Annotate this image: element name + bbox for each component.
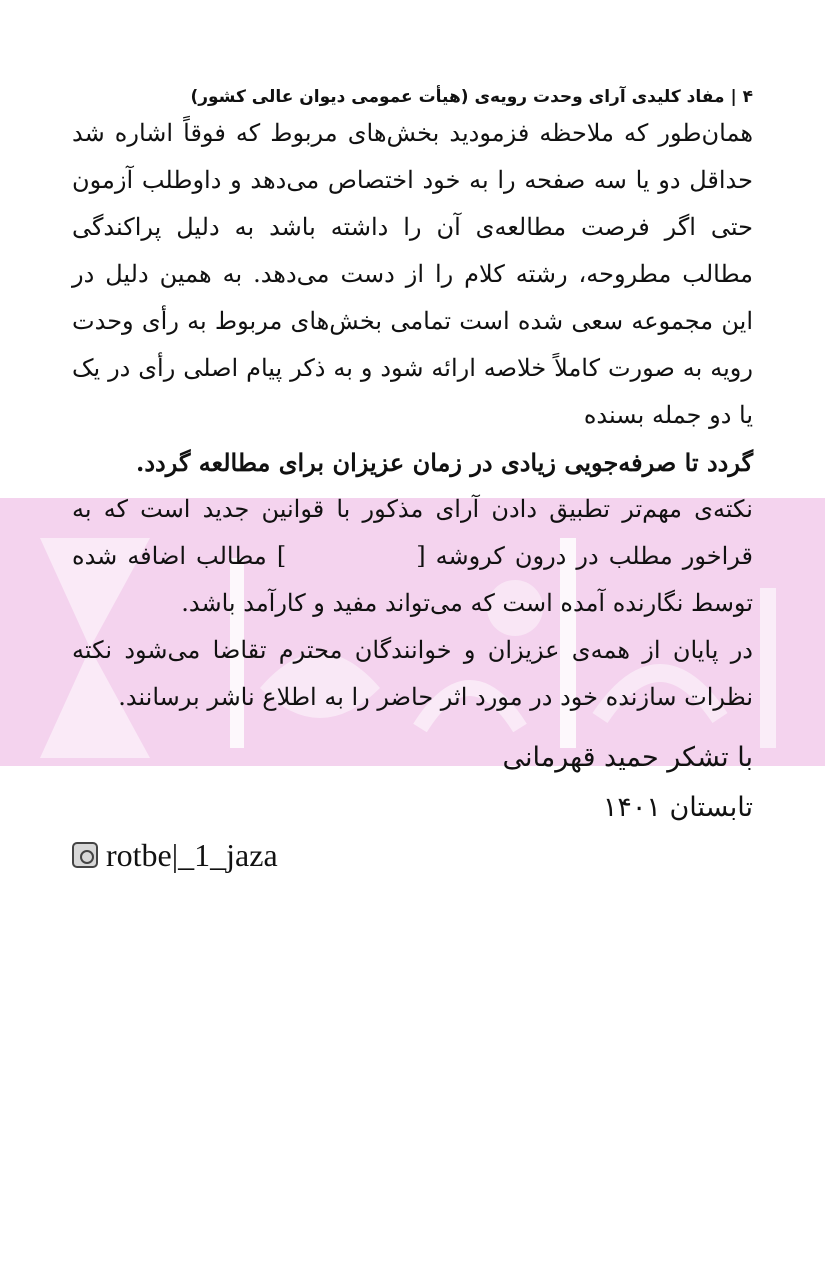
signature-thanks: با تشکر حمید قهرمانی bbox=[502, 742, 753, 773]
signature-date: تابستان ۱۴۰۱ bbox=[602, 792, 753, 823]
closing-paragraph: در پایان از همه‌ی عزیزان و خوانندگان محترم تقاضا می‌شود نکته نظرات سازنده خود در مورد اثر حاضر را به اطلاع ناشر برسانند. bbox=[72, 636, 753, 711]
header-title: مفاد کلیدی آرای وحدت رویه‌ی (هیأت عمومی دیوان عالی کشور) bbox=[190, 87, 725, 107]
header-separator: | bbox=[730, 87, 737, 107]
running-header bbox=[72, 84, 753, 110]
instagram-icon bbox=[72, 842, 98, 868]
signature-block bbox=[72, 733, 753, 833]
body-paragraph-2: گردد تا صرفه‌جویی زیادی در زمان عزیزان برای مطالعه گردد. bbox=[136, 448, 753, 477]
social-handle-row bbox=[72, 833, 753, 877]
social-handle: rotbe|_1_jaza bbox=[106, 837, 278, 873]
note-before-bracket: نکته‌ی مهم‌تر تطبیق دادن آرای مذکور با قوانین جدید است که به قراخور مطلب در درون کروشه [ bbox=[72, 495, 753, 570]
page-number: ۴ bbox=[742, 87, 753, 107]
body-paragraph-1: همان‌طور که ملاحظه فزمودید بخش‌های مربوط که فوقاً اشاره شد حداقل دو یا سه صفحه را به خود اختصاص می‌دهد و داوطلب آزمون حتی اگر فرصت مطالعه‌ی آن را داشته باشد به دلیل پراکندگی مطالب مطروحه، رشته کلام را از دست می‌دهد. به همین دلیل در این مجموعه سعی شده است تمامی بخش‌های مربوط به رأی وحدت رویه به صورت کاملاً خلاصه ارائه شود و به ذکر پیام اصلی رأی در یک یا دو جمله بسنده bbox=[72, 119, 754, 429]
note-paragraph bbox=[72, 486, 753, 627]
note-after-bracket: ] مطالب اضافه شده توسط نگارنده آمده است که می‌تواند مفید و کارآمد باشد. bbox=[72, 542, 753, 617]
